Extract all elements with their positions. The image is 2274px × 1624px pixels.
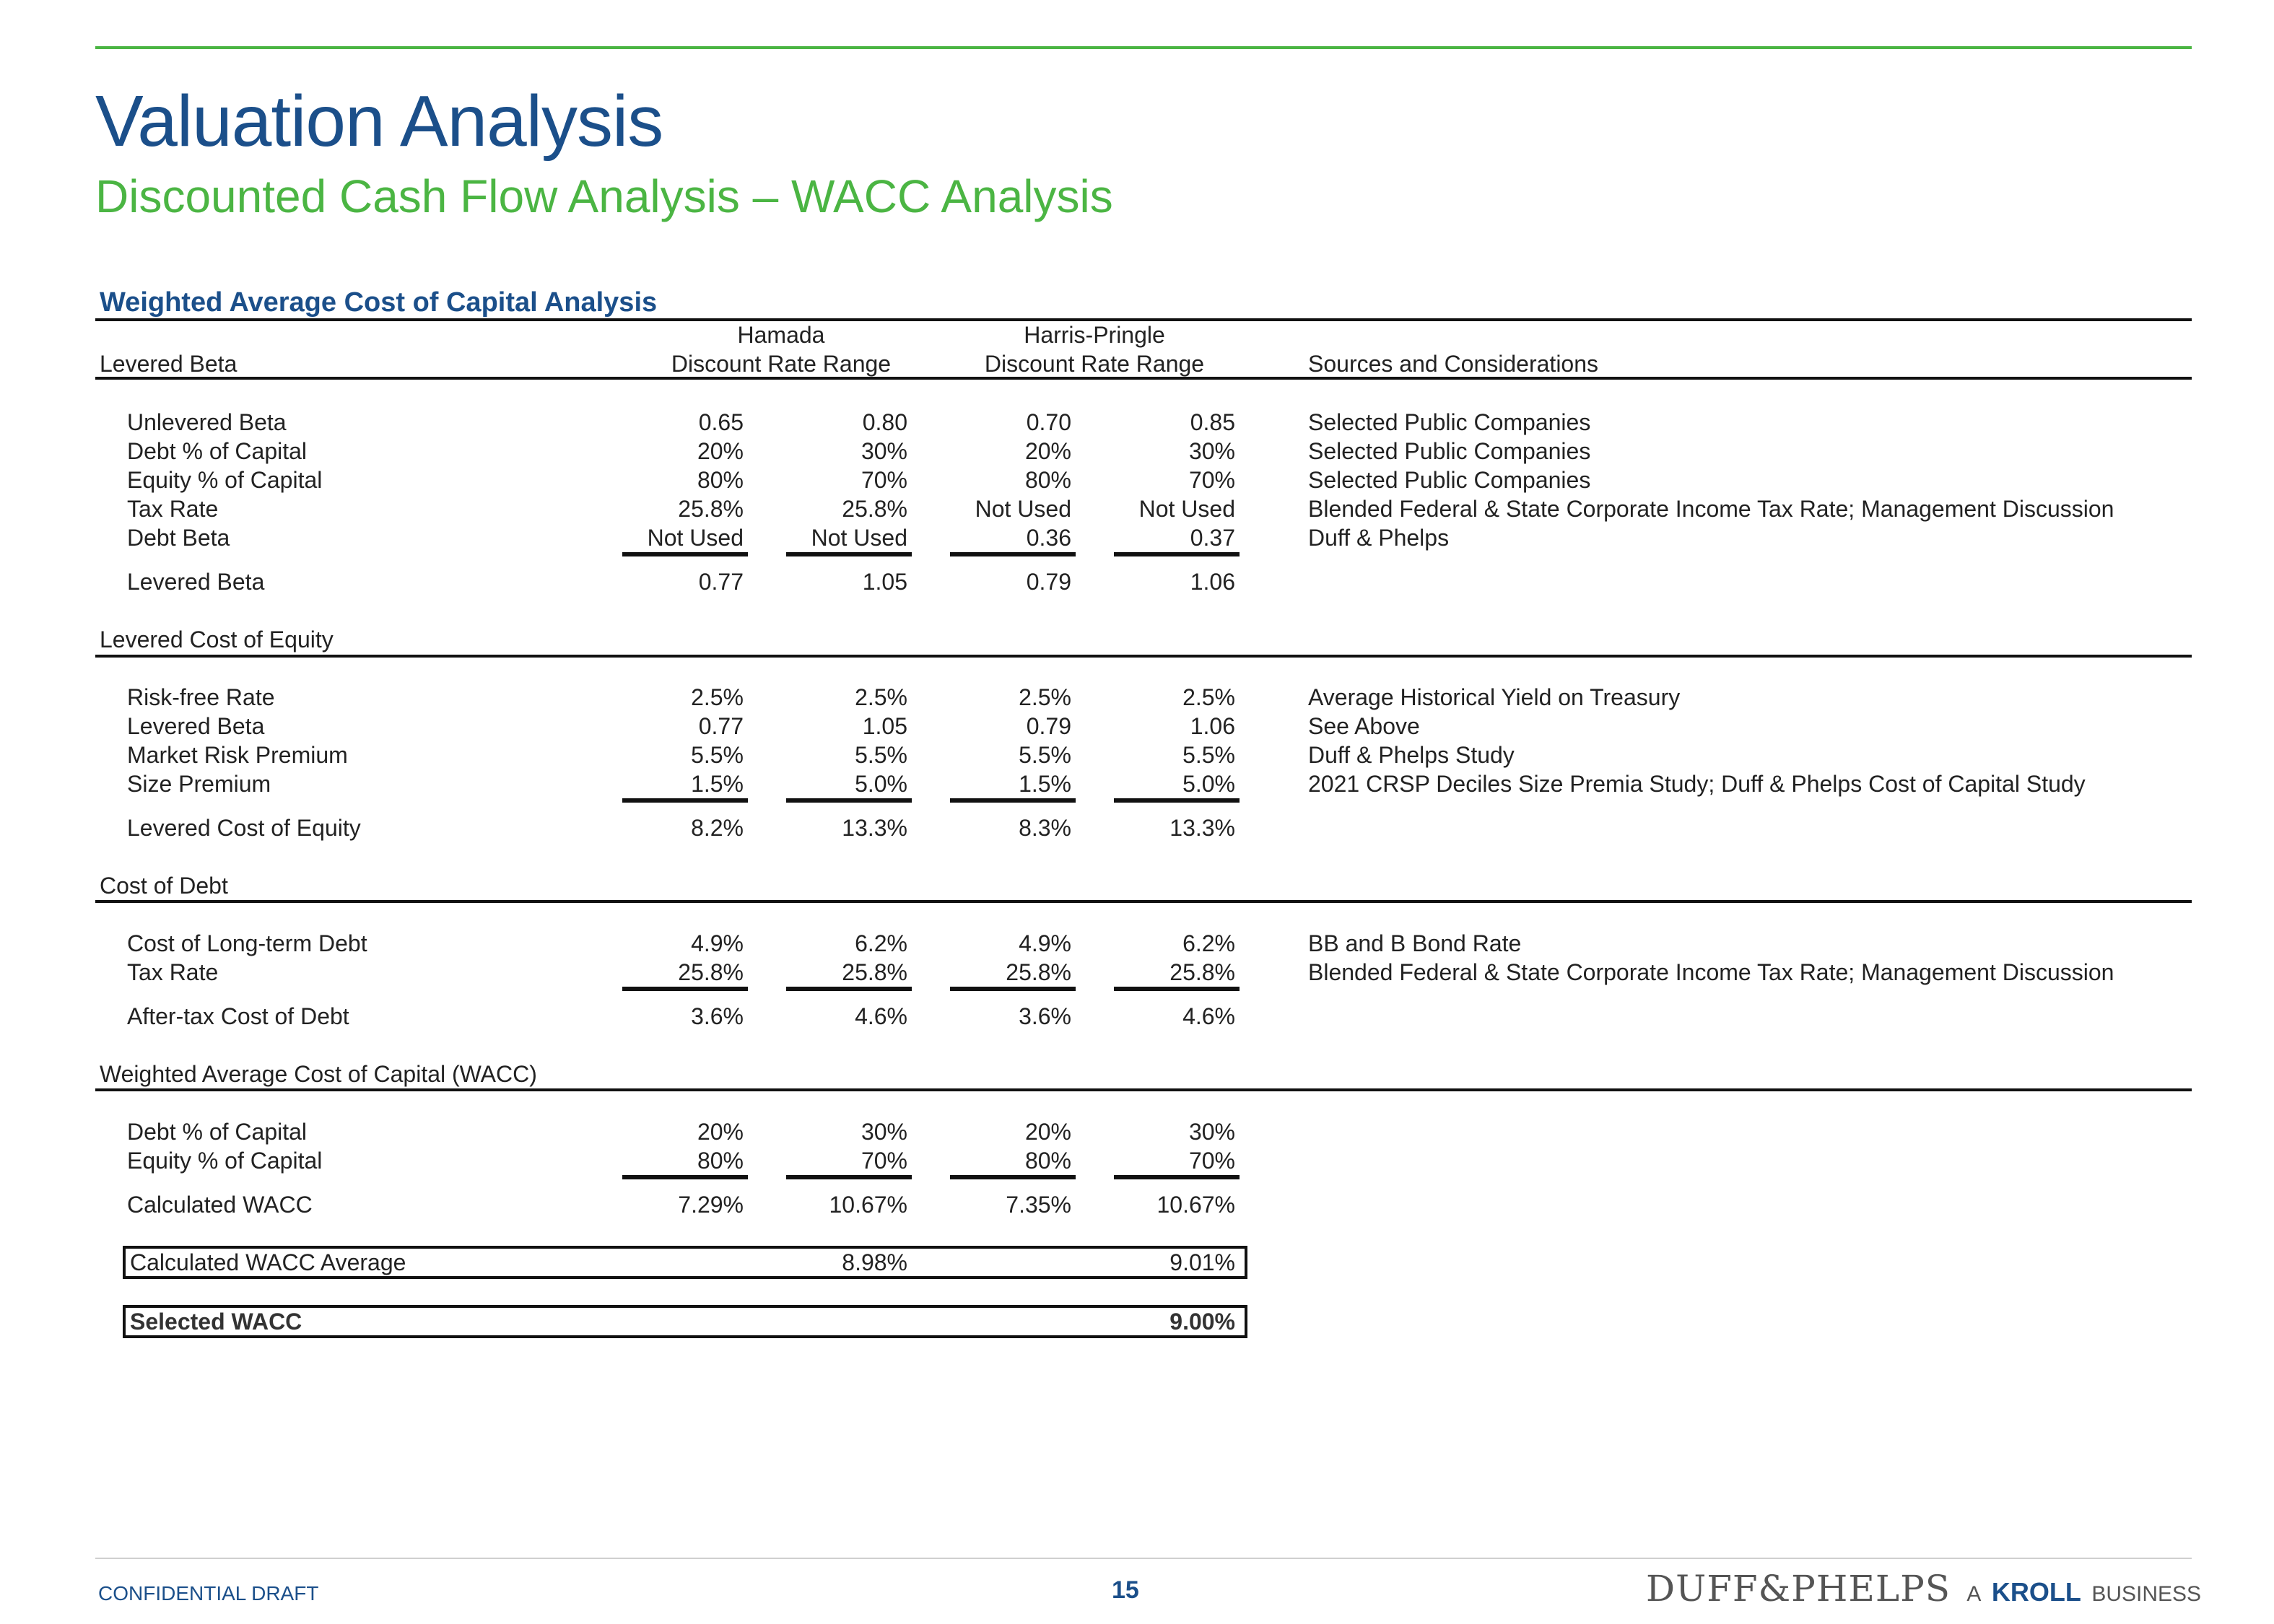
hamada-high-cell: 25.8% [842,496,907,522]
row-label: Equity % of Capital [127,1148,323,1174]
hamada-low-cell: 80% [697,467,744,493]
hamada-high-cell: 6.2% [855,930,907,956]
source-cell: Blended Federal & State Corporate Income Tax Rate; Management Discussion [1308,496,2114,522]
harris-low-cell: Not Used [975,496,1071,522]
source-cell: Duff & Phelps Study [1308,742,1515,768]
section-title: Cost of Debt [100,873,228,899]
section-rule [95,377,2192,380]
total-row [0,1190,2274,1219]
hamada-low-cell: 5.5% [691,742,744,768]
section-title-row [0,1060,2274,1088]
harris-high-cell: Not Used [1138,496,1235,522]
subtotal-underline [1114,798,1240,803]
row-label: Cost of Long-term Debt [127,930,367,956]
section-title-row [0,871,2274,900]
harris-low-cell: 5.5% [1019,742,1071,768]
harris-high-cell: 13.3% [1169,815,1235,841]
table-row [0,712,2274,741]
harris-high-cell: 25.8% [1169,959,1235,985]
hamada-high-cell: 30% [861,438,907,464]
source-cell: See Above [1308,713,1420,739]
harris-low-cell: 0.70 [1026,409,1071,435]
total-label: Levered Beta [127,569,265,595]
hamada-high-cell: 1.05 [862,569,907,595]
source-cell: Blended Federal & State Corporate Income Tax Rate; Management Discussion [1308,959,2114,985]
hamada-low-cell: Not Used [647,525,744,551]
hamada-low-cell: 2.5% [691,684,744,710]
confidential-label: CONFIDENTIAL DRAFT [98,1582,319,1605]
hamada-high-cell: 0.80 [862,409,907,435]
hamada-low-cell: 0.65 [698,409,744,435]
subtotal-underline [622,552,748,556]
subtotal-underline [786,552,912,556]
table-row [0,466,2274,494]
hamada-low-cell: 25.8% [678,496,744,522]
hamada-low-cell: 8.2% [691,815,744,841]
selected-wacc-label: Selected WACC [130,1309,302,1335]
subtotal-underline [786,987,912,991]
hamada-high-cell: 13.3% [842,815,907,841]
row-label: Unlevered Beta [127,409,287,435]
row-label: Equity % of Capital [127,467,323,493]
logo-business: BUSINESS [2091,1582,2202,1606]
hamada-low-cell: 20% [697,1119,744,1145]
hamada-high-cell: 5.0% [855,771,907,797]
hamada-low-cell: 80% [697,1148,744,1174]
section-title: Weighted Average Cost of Capital (WACC) [100,1061,537,1087]
harris-high-cell: 5.0% [1182,771,1235,797]
section-rule [95,655,2192,658]
subtotal-underline [786,798,912,803]
row-label: Market Risk Premium [127,742,348,768]
table-row [0,958,2274,987]
subtotal-underline [950,987,1076,991]
subtotal-underline [622,1175,748,1179]
row-label: Levered Beta [127,713,265,739]
harris-low-cell: 0.36 [1026,525,1071,551]
hamada-low-cell: 3.6% [691,1003,744,1029]
section-title-row [0,349,2274,378]
hamada-high-cell: 10.67% [829,1192,907,1218]
section-title: Levered Cost of Equity [100,627,334,652]
table-row [0,929,2274,958]
hamada-high-cell: 70% [861,467,907,493]
hamada-high-cell: 1.05 [862,713,907,739]
harris-high-cell: 30% [1188,1119,1235,1145]
wacc-average-harris-pringle: 9.01% [1169,1249,1235,1275]
hamada-high-cell: 4.6% [855,1003,907,1029]
source-cell: Duff & Phelps [1308,525,1450,551]
page-title: Valuation Analysis [95,81,663,162]
harris-high-cell: 10.67% [1156,1192,1235,1218]
harris-high-cell: 5.5% [1182,742,1235,768]
subtotal-underline [950,798,1076,803]
total-row [0,1002,2274,1031]
source-cell: Selected Public Companies [1308,438,1591,464]
wacc-average-label: Calculated WACC Average [130,1249,406,1275]
hamada-high-cell: Not Used [811,525,907,551]
harris-low-cell: 1.5% [1019,771,1071,797]
row-label: Debt Beta [127,525,230,551]
logo-kroll: KROLL [1991,1577,2081,1607]
subtotal-underline [622,987,748,991]
harris-low-cell: 25.8% [1006,959,1071,985]
wacc-average-hamada: 8.98% [842,1249,907,1275]
table-row [0,1146,2274,1175]
harris-low-cell: 20% [1024,1119,1071,1145]
top-accent-rule [95,46,2192,49]
hamada-header: Hamada [737,322,825,348]
hamada-low-cell: 4.9% [691,930,744,956]
hamada-high-cell: 25.8% [842,959,907,985]
hamada-high-cell: 30% [861,1119,907,1145]
harris-low-cell: 4.9% [1019,930,1071,956]
subtotal-underline [950,1175,1076,1179]
harris-low-cell: 0.79 [1026,569,1071,595]
row-label: Tax Rate [127,496,219,522]
sources-header: Sources and Considerations [1308,351,1599,377]
footer-rule [95,1558,2192,1559]
source-cell: BB and B Bond Rate [1308,930,1522,956]
hamada-low-cell: 0.77 [698,569,744,595]
table-row [0,1117,2274,1146]
harris-pringle-range-header: Discount Rate Range [984,351,1205,377]
harris-high-cell: 0.37 [1190,525,1235,551]
row-label: Debt % of Capital [127,438,308,464]
hamada-high-cell: 70% [861,1148,907,1174]
subtotal-underline [622,798,748,803]
harris-high-cell: 30% [1188,438,1235,464]
source-cell: 2021 CRSP Deciles Size Premia Study; Duff & Phelps Cost of Capital Study [1308,771,2086,797]
harris-high-cell: 70% [1188,1148,1235,1174]
table-row [0,523,2274,552]
hamada-low-cell: 25.8% [678,959,744,985]
section-rule [95,900,2192,903]
harris-high-cell: 1.06 [1190,713,1235,739]
harris-low-cell: 0.79 [1026,713,1071,739]
row-label: Size Premium [127,771,271,797]
total-label: After-tax Cost of Debt [127,1003,349,1029]
row-label: Tax Rate [127,959,219,985]
source-cell: Selected Public Companies [1308,409,1591,435]
harris-low-cell: 80% [1024,1148,1071,1174]
hamada-low-cell: 0.77 [698,713,744,739]
selected-wacc-value: 9.00% [1169,1309,1235,1335]
harris-high-cell: 0.85 [1190,409,1235,435]
subtotal-underline [1114,1175,1240,1179]
source-cell: Selected Public Companies [1308,467,1591,493]
table-row [0,437,2274,466]
section-title: Levered Beta [100,351,238,377]
subtotal-underline [950,552,1076,556]
logo-name: DUFF&PHELPS [1646,1568,1951,1610]
table-row [0,683,2274,712]
harris-pringle-header: Harris-Pringle [1024,322,1165,348]
total-row [0,567,2274,596]
selected-wacc-box [123,1305,1247,1338]
hamada-high-cell: 5.5% [855,742,907,768]
harris-low-cell: 20% [1024,438,1071,464]
table-row [0,769,2274,798]
harris-low-cell: 80% [1024,467,1071,493]
subtotal-underline [1114,987,1240,991]
section-rule [95,1088,2192,1091]
row-label: Risk-free Rate [127,684,275,710]
source-cell: Average Historical Yield on Treasury [1308,684,1681,710]
hamada-range-header: Discount Rate Range [671,351,892,377]
harris-high-cell: 1.06 [1190,569,1235,595]
duff-phelps-logo [1646,1568,2202,1610]
total-label: Calculated WACC [127,1192,313,1218]
table-row [0,494,2274,523]
section-title-row [0,625,2274,654]
subtotal-underline [786,1175,912,1179]
hamada-low-cell: 20% [697,438,744,464]
table-row [0,741,2274,769]
harris-high-cell: 2.5% [1182,684,1235,710]
logo-a: A [1966,1582,1982,1606]
page-subtitle: Discounted Cash Flow Analysis – WACC Analysis [95,170,1113,222]
subtotal-underline [1114,552,1240,556]
table-row [0,408,2274,437]
total-label: Levered Cost of Equity [127,815,361,841]
wacc-average-box [123,1246,1247,1279]
harris-low-cell: 8.3% [1019,815,1071,841]
harris-high-cell: 70% [1188,467,1235,493]
page-number: 15 [1112,1576,1139,1604]
table-title: Weighted Average Cost of Capital Analysis [100,287,658,318]
harris-high-cell: 4.6% [1182,1003,1235,1029]
harris-low-cell: 7.35% [1006,1192,1071,1218]
hamada-high-cell: 2.5% [855,684,907,710]
row-label: Debt % of Capital [127,1119,308,1145]
harris-low-cell: 2.5% [1019,684,1071,710]
harris-low-cell: 3.6% [1019,1003,1071,1029]
hamada-low-cell: 7.29% [678,1192,744,1218]
hamada-low-cell: 1.5% [691,771,744,797]
harris-high-cell: 6.2% [1182,930,1235,956]
total-row [0,813,2274,842]
